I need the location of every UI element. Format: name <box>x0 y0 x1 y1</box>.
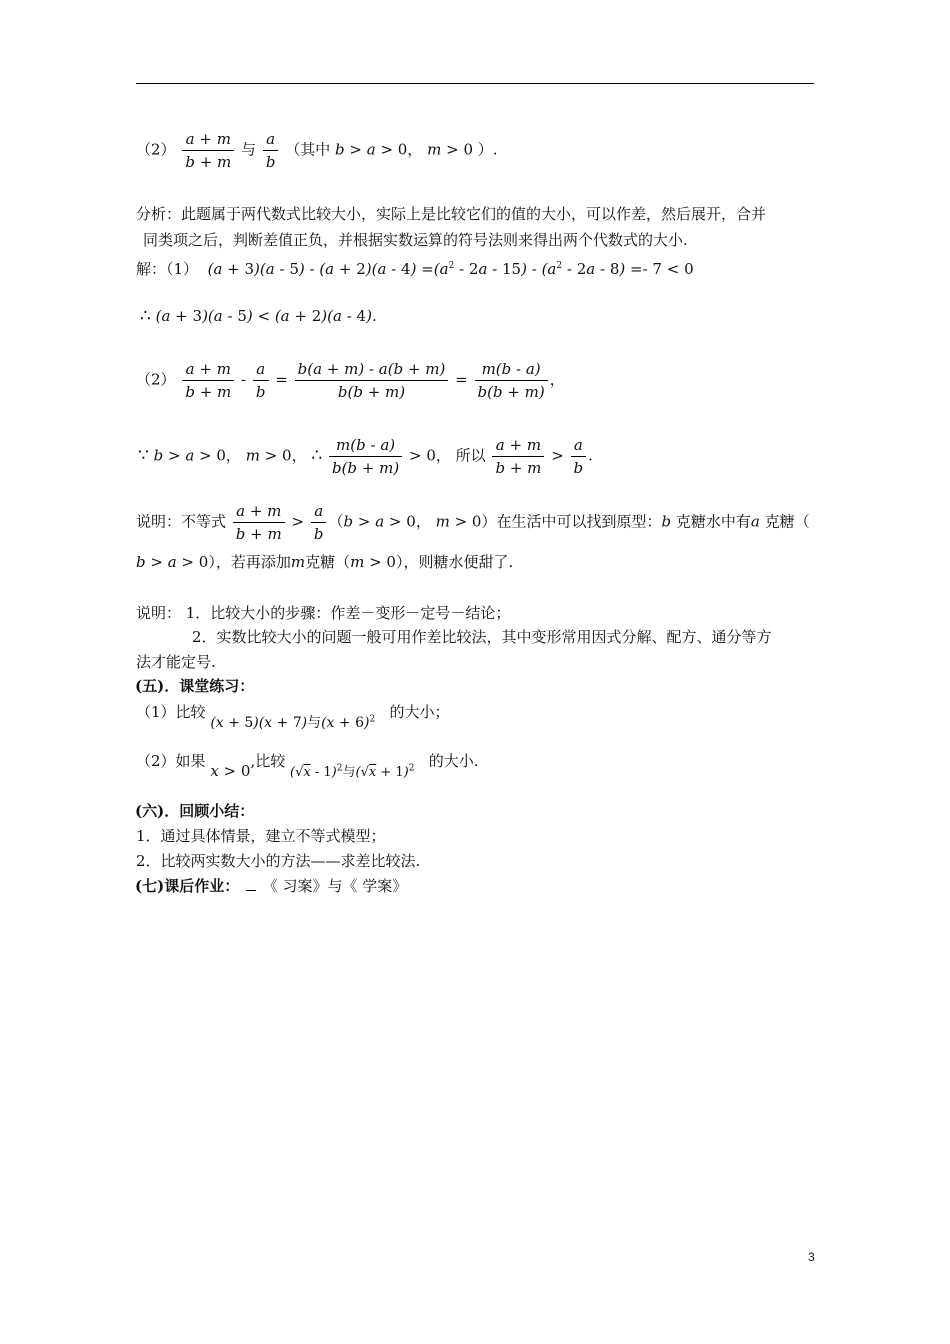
fraction-a-b-4: $\frac{a}{b}$ <box>311 502 327 543</box>
note-1-ketang2: 克糖（ <box>764 512 810 531</box>
blank-mark <box>246 890 256 891</box>
section-5-item-2-prefix: （2）如果 <box>136 752 206 770</box>
solution-2-line: （2） $\frac{a + m}{b + m}$ - $\frac{a}{b}$ = $\frac{b(a + m) - a(b + m)}{b(b + m)}$ = $\frac{m(b - a)}{b(b + m)}$ ， <box>136 360 565 401</box>
note-1-line-2: b > a > 0），若再添加m克糖（m > 0），则糖水便甜了. <box>136 553 514 571</box>
solution-label: 解：（1） <box>136 260 199 278</box>
therefore-line: ∴ (a + 3)(a - 5) < (a + 2)(a - 4). <box>140 306 377 326</box>
analysis-line-1: 分析：此题属于两代数式比较大小，实际上是比较它们的值的大小，可以作差，然后展开，合并 <box>136 205 767 223</box>
therefore-symbol: ∴ <box>140 306 151 326</box>
section-5-title: (五)．课堂练习： <box>135 677 255 695</box>
fraction-simplified-2: $\frac{m(b - a)}{b(b + m)}$ <box>329 436 402 477</box>
section-6-title: (六)．回顾小结： <box>135 802 255 820</box>
note-1-prefix: 说明：不等式 <box>136 512 227 531</box>
fraction-am-bm-2: $\frac{a + m}{b + m}$ <box>182 360 234 401</box>
section-5-item-2 <box>136 750 479 780</box>
note-1-mid: 在生活中可以找到原型： <box>496 512 662 531</box>
section-5-item-1-prefix: （1）比较 <box>136 703 206 721</box>
section-6-item-1: 1．通过具体情景，建立不等式模型； <box>136 827 386 845</box>
because-line: ∵ b > a > 0， m > 0， ∴ $\frac{m(b - a)}{b(b + m)}$ > 0， 所以 $\frac{a + m}{b + m}$ > $\frac{a}{b}$ . <box>138 436 593 477</box>
therefore-symbol-2: ∴ <box>311 445 323 466</box>
section-6-item-2: 2．比较两实数大小的方法——求差比较法. <box>136 852 421 870</box>
section-5-item-2-cond: x > 0 <box>210 762 251 780</box>
question-2-label: （2） <box>136 140 176 159</box>
section-5-item-2-math: (√x - 1)$^2$与$(√x + 1)^2$ <box>290 763 415 780</box>
condition-m-math: m > 0 <box>427 140 473 159</box>
condition-close: ）. <box>477 140 498 159</box>
solution-1-line <box>136 258 694 279</box>
note-1-end: ），则糖水便甜了. <box>395 553 514 571</box>
section-7-content: 《 习案》与《 学案》 <box>262 877 408 895</box>
section-5-item-1-suffix: 的大小； <box>389 703 450 721</box>
question-2-line: （2） $\frac{a + m}{b + m}$ 与 $\frac{a}{b}$ （其中 b > a > 0， m > 0 ）. <box>136 130 498 171</box>
fraction-am-bm-3: $\frac{a + m}{b + m}$ <box>492 436 544 477</box>
note-2-line-3: 法才能定号. <box>136 653 216 671</box>
page-number: 3 <box>808 1250 815 1264</box>
section-5-item-2-mid: ,比较 <box>250 752 286 770</box>
section-7-title: (七)课后作业： <box>135 877 240 895</box>
fraction-a-b-2: $\frac{a}{b}$ <box>253 360 269 401</box>
note-1-add: ），若再添加 <box>208 553 291 571</box>
note-1-ketang3: 克糖（ <box>305 553 351 571</box>
fraction-simplified: $\frac{m(b - a)}{b(b + m)}$ <box>475 360 548 401</box>
header-rule <box>136 83 814 84</box>
analysis-line-2: 同类项之后，判断差值正负，并根据实数运算的符号法则来得出两个代数式的大小. <box>143 231 688 249</box>
fraction-combined: $\frac{b(a + m) - a(b + m)}{b(b + m)}$ <box>295 360 449 401</box>
because-symbol: ∵ <box>138 445 149 466</box>
conj-yu: 与 <box>241 140 257 159</box>
condition-math: b > a > 0 <box>335 140 408 159</box>
therefore-math: (a + 3)(a - 5) < (a + 2)(a - 4) <box>155 307 372 325</box>
suoyi-text: 所以 <box>455 446 486 465</box>
note-1-ketang: 克糖水中有 <box>675 512 751 531</box>
section-7-line <box>135 875 407 896</box>
fraction-am-bm: $\frac{a + m}{b + m}$ <box>182 130 234 171</box>
fraction-am-bm-4: $\frac{a + m}{b + m}$ <box>233 502 285 543</box>
note-1-line-1: 说明：不等式 $\frac{a + m}{b + m}$ > $\frac{a}{b}$ （b > a > 0， m > 0）在生活中可以找到原型：b 克糖水中有a 克糖（ <box>136 502 810 543</box>
condition-open: （其中 <box>285 140 331 159</box>
solution-2-label: （2） <box>136 370 176 389</box>
section-5-item-1 <box>136 701 450 731</box>
note-2-line-2: 2．实数比较大小的问题一般可用作差比较法，其中变形常用因式分解、配方、通分等方 <box>192 628 772 646</box>
section-5-item-2-suffix: 的大小. <box>428 752 479 770</box>
solution-1-math: $(a + 3)(a - 5) - (a + 2)(a - 4) =(a^2 - 2a - 15) - (a^2 - 2a - 8) =- 7 < 0$ <box>202 260 694 278</box>
fraction-a-b-3: $\frac{a}{b}$ <box>571 436 587 477</box>
fraction-a-b: $\frac{a}{b}$ <box>263 130 279 171</box>
section-5-item-1-math: (x + 5)(x + 7)与$(x + 6)^2$ <box>210 714 376 731</box>
note-2-line-1: 说明： 1．比较大小的步骤：作差－变形－定号－结论； <box>136 604 511 622</box>
